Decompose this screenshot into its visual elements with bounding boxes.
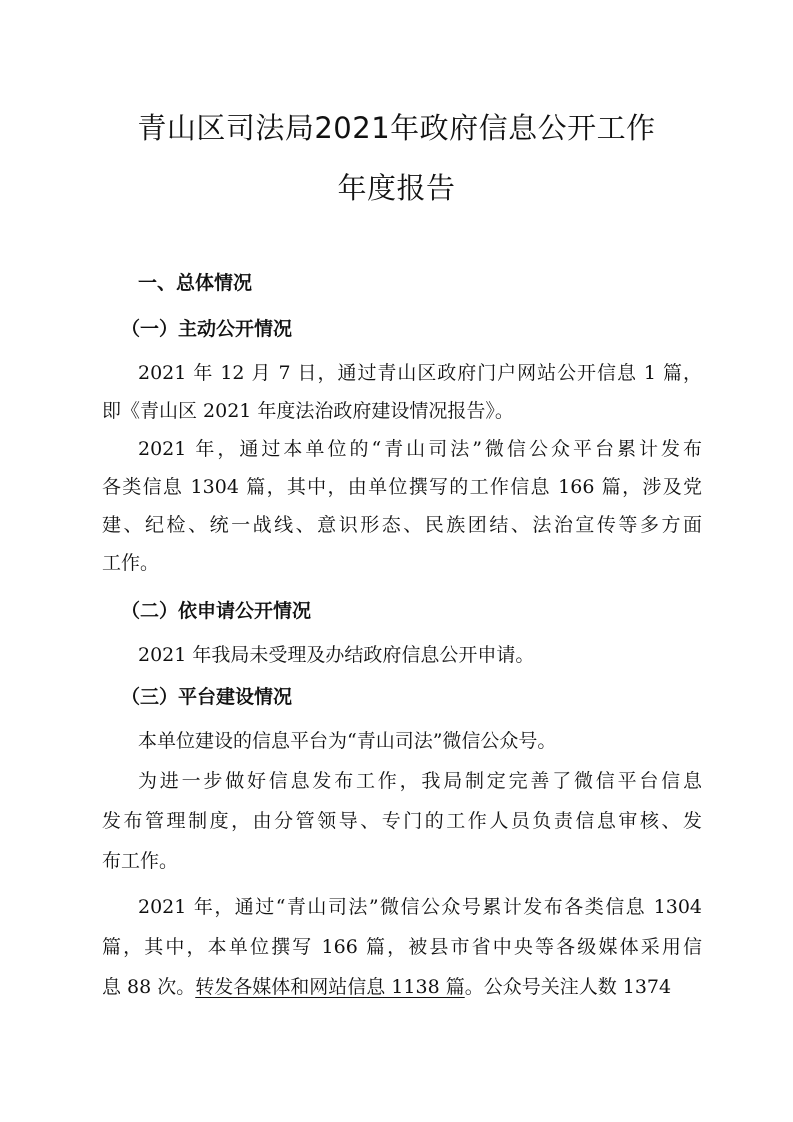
paragraph-text: 。公众号关注人数 1374 [464, 976, 672, 998]
subsection-heading-platform-building: （三）平台建设情况 [121, 686, 293, 708]
subsection-heading-active-disclosure: （一）主动公开情况 [121, 318, 293, 340]
section-heading-overview: 一、总体情况 [138, 272, 253, 294]
paragraph-text: 息 88 次。 [102, 976, 196, 998]
paragraph-line: 本单位建设的信息平台为“青山司法”微信公众号。 [138, 730, 557, 752]
paragraph-line: 2021 年，通过“青山司法”微信公众号累计发布各类信息 1304 [138, 896, 702, 918]
paragraph-line: 2021 年，通过本单位的“青山司法”微信公众平台累计发布 [138, 438, 702, 460]
paragraph-line: 2021 年 12 月 7 日，通过青山区政府门户网站公开信息 1 篇， [138, 362, 702, 384]
paragraph-line: 发布管理制度，由分管领导、专门的工作人员负责信息审核、发 [102, 810, 702, 832]
paragraph-line: 为进一步做好信息发布工作，我局制定完善了微信平台信息 [138, 770, 702, 792]
document-title-line-2: 年度报告 [337, 171, 456, 205]
paragraph-line: 即《青山区 2021 年度法治政府建设情况报告》。 [102, 400, 514, 422]
paragraph-line: 各类信息 1304 篇，其中，由单位撰写的工作信息 166 篇，涉及党 [102, 476, 702, 498]
paragraph-line: 建、纪检、统一战线、意识形态、民族团结、法治宣传等多方面 [102, 514, 702, 536]
paragraph-line [102, 972, 702, 1002]
paragraph-line: 2021 年我局未受理及办结政府信息公开申请。 [138, 644, 535, 666]
paragraph-line: 篇，其中，本单位撰写 166 篇，被县市省中央等各级媒体采用信 [102, 936, 702, 958]
document-title-line-1: 青山区司法局2021年政府信息公开工作 [137, 111, 656, 145]
paragraph-line: 工作。 [102, 552, 160, 574]
underlined-text: 转发各媒体和网站信息 1138 篇 [195, 976, 465, 998]
paragraph-line: 布工作。 [102, 850, 179, 872]
subsection-heading-request-disclosure: （二）依申请公开情况 [121, 600, 312, 622]
